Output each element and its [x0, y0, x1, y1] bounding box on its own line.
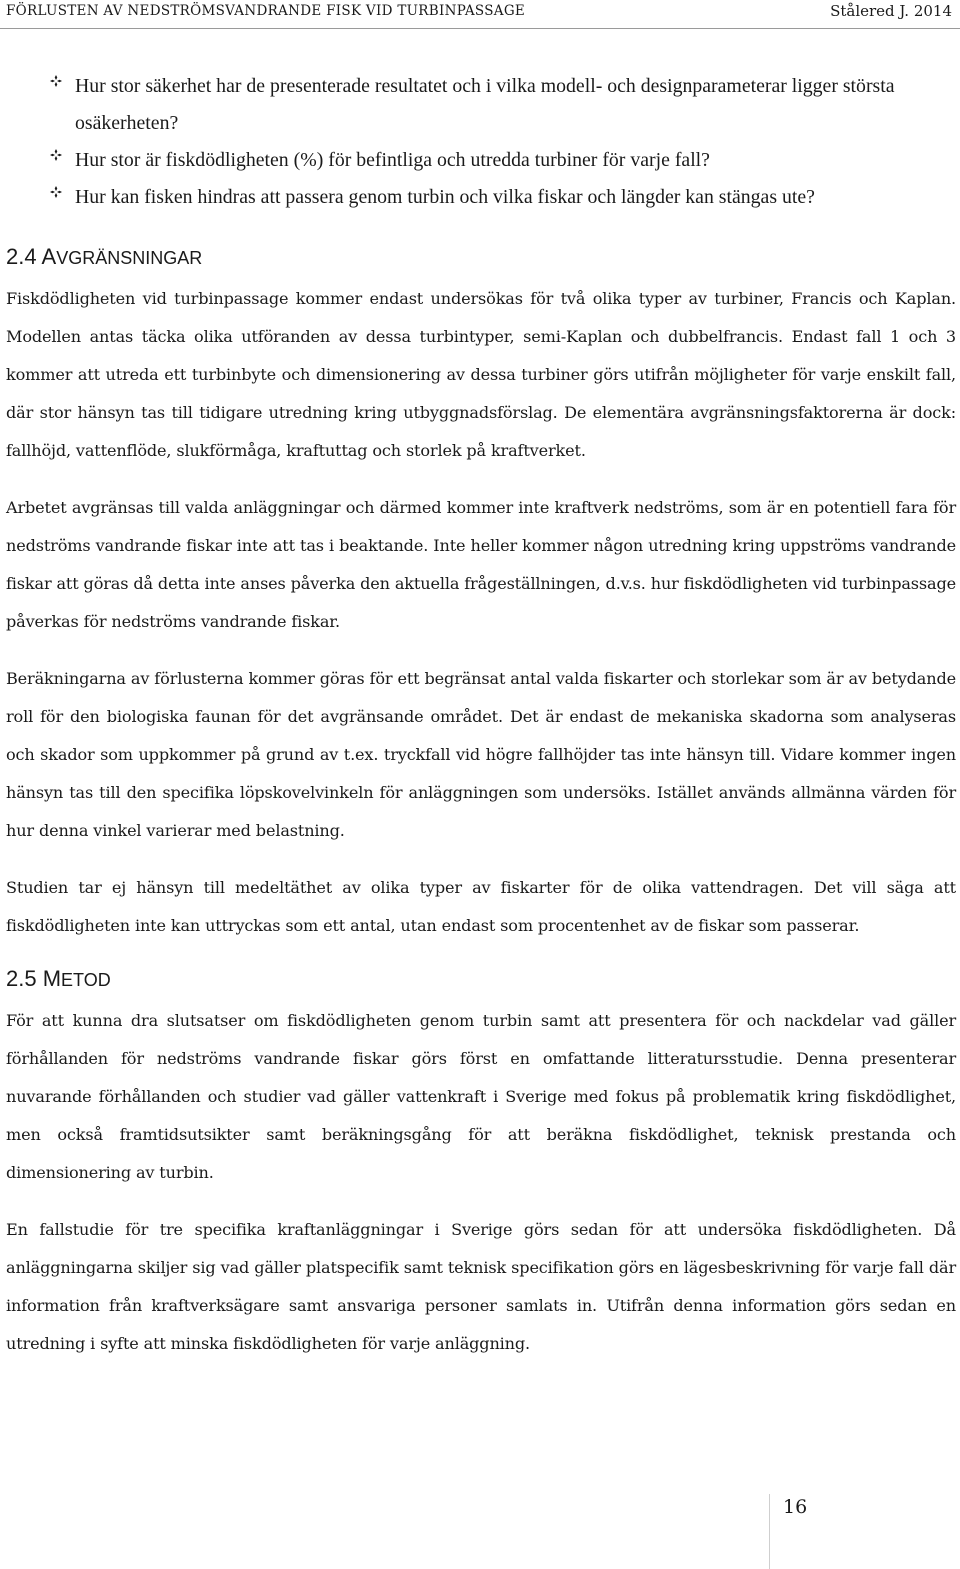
four-diamond-bullet-icon [50, 186, 62, 198]
paragraph: Arbetet avgränsas till valda anläggningar och därmed kommer inte kraftverk nedströms, som är en potentiell fara för nedströms vandrande fiskar inte att tas i beaktande. Inte heller kommer någon utredning kring uppströms vandrande fiskar att göras då detta inte anses påverka den aktuella frågeställningen, d.v.s. hur fiskdödligheten vid turbinpassage påverkas för nedströms vandrande fiskar. [6, 498, 956, 631]
bullet-text: Hur stor är fiskdödligheten (%) för befintliga och utredda turbiner för varje fall? [75, 149, 710, 171]
paragraph: En fallstudie för tre specifika kraftanläggningar i Sverige görs sedan för att undersöka fiskdödligheten. Då anläggningarna skiljer sig vad gäller platspecifik samt teknisk specifikation görs en lägesbeskrivning för varje fall där information från kraftverksägare samt ansvariga personer samlats in. Utifrån denna information görs sedan en utredning i syfte att minska fiskdödligheten för varje anläggning. [6, 1220, 956, 1353]
list-item [0, 142, 960, 179]
bullet-text: Hur kan fisken hindras att passera genom turbin och vilka fiskar och längder kan stängas ute? [75, 186, 815, 208]
four-diamond-bullet-icon [50, 75, 62, 87]
section-heading-avgransningar [6, 242, 956, 280]
section-title-rest: VGRÄNSNINGAR [56, 248, 203, 268]
section-title-rest: ETOD [61, 970, 111, 990]
running-title: FÖRLUSTEN AV NEDSTRÖMSVANDRANDE FISK VID TURBINPASSAGE [6, 3, 526, 19]
paragraph: Studien tar ej hänsyn till medeltäthet av olika typer av fiskarter för de olika vattendragen. Det vill säga att fiskdödligheten inte kan uttryckas som ett antal, utan endast som procentenhet av de fiskar som passerar. [6, 878, 956, 935]
four-diamond-bullet-icon [50, 149, 62, 161]
page-number-box [769, 1494, 960, 1569]
section-heading-metod [6, 964, 956, 1002]
paragraph: Fiskdödligheten vid turbinpassage kommer endast undersökas för två olika typer av turbiner, Francis och Kaplan. Modellen antas täcka olika utföranden av dessa turbintyper, semi-Kaplan och dubbelfrancis. Endast fall 1 och 3 kommer att utreda ett turbinbyte och dimensionering av dessa turbiner görs utifrån möjligheter för varje enskilt fall, där stor hänsyn tas till tidigare utredning kring utbyggnadsförslag. De elementära avgränsningsfaktorerna är dock: fallhöjd, vattenflöde, slukförmåga, kraftuttag och storlek på kraftverket. [6, 289, 956, 460]
section-title-initial: M [42, 966, 62, 991]
paragraph: Beräkningarna av förlusterna kommer göras för ett begränsat antal valda fiskarter och storlekar som är av betydande roll för den biologiska faunan för det avgränsande området. Det är endast de mekaniska skadorna som analyseras och skador som uppkommer på grund av t.ex. tryckfall vid högre fallhöjder tas inte hänsyn till. Vidare kommer ingen hänsyn tas till den specifika löpskovelvinkeln för anläggningen som undersöks. Istället används allmänna värden för hur denna vinkel varierar med belastning. [6, 669, 956, 840]
author-year: Stålered J. 2014 [830, 2, 952, 20]
bullet-list [0, 68, 960, 216]
section-number: 2.5 [6, 966, 37, 991]
bullet-text: Hur stor säkerhet har de presenterade resultatet och i vilka modell- och designparameterar ligger största osäkerheten? [75, 75, 895, 134]
main-content [6, 242, 956, 1382]
paragraph: För att kunna dra slutsatser om fiskdödligheten genom turbin samt att presentera för och nackdelar vad gäller förhållanden för nedströms vandrande fiskar görs först en omfattande litteratursstudie. Denna presenterar nuvarande förhållanden och studier vad gäller vattenkraft i Sverige med fokus på problematik kring fiskdödlighet, men också framtidsutsikter samt beräkningsgång för att beräkna fiskdödlighet, teknisk prestanda och dimensionering av turbin. [6, 1011, 956, 1182]
page-header [0, 0, 960, 29]
list-item [0, 68, 960, 142]
page-number: 16 [783, 1496, 808, 1518]
list-item [0, 179, 960, 216]
section-title-initial: A [41, 244, 57, 269]
section-number: 2.4 [6, 244, 37, 269]
